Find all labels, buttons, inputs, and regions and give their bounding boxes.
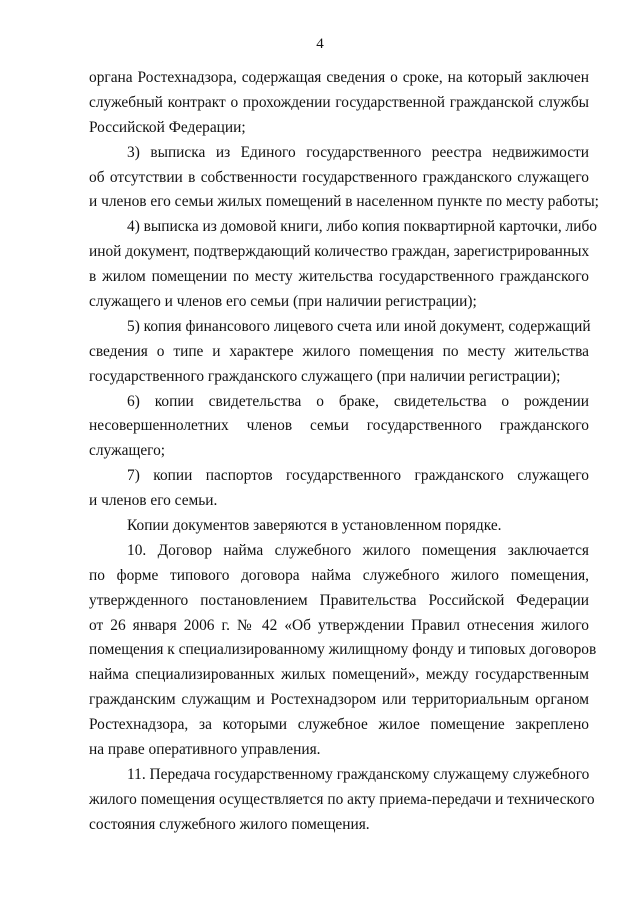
document-body bbox=[89, 66, 599, 838]
text-line: помещения к специализированному жилищному фонду и типовых договоров bbox=[89, 641, 597, 659]
clause-10 bbox=[89, 539, 597, 763]
list-item-7 bbox=[89, 464, 589, 514]
text-line: 4) выписка из домовой книги, либо копия поквартирной карточки, либо bbox=[127, 218, 597, 236]
text-line: 6) копии свидетельства о браке, свидетельства о рождении bbox=[127, 392, 589, 410]
copies-note bbox=[89, 514, 589, 539]
text-line: Ростехнадзора, за которыми служебное жилое помещение закреплено bbox=[89, 716, 589, 734]
text-line: по форме типового договора найма служебного жилого помещения, bbox=[89, 566, 589, 584]
paragraph-continuation bbox=[89, 66, 589, 141]
text-line: служебный контракт о прохождении государственной гражданской службы bbox=[89, 93, 589, 111]
text-line: жилого помещения осуществляется по акту приема-передачи и технического bbox=[89, 790, 595, 808]
list-item-4 bbox=[89, 215, 597, 315]
text-line: гражданским служащим и Ростехнадзором или территориальным органом bbox=[89, 691, 589, 709]
text-line: на праве оперативного управления. bbox=[89, 741, 321, 759]
text-line: органа Ростехнадзора, содержащая сведения о сроке, на который заключен bbox=[89, 69, 589, 86]
text-line: государственного гражданского служащего (при наличии регистрации); bbox=[89, 367, 561, 385]
text-line: и членов его семьи жилых помещений в населенном пункте по месту работы; bbox=[89, 193, 599, 211]
text-line: в жилом помещении по месту жительства государственного гражданского bbox=[89, 268, 589, 286]
text-line: несовершеннолетних членов семьи государственного гражданского bbox=[89, 417, 589, 435]
list-item-5 bbox=[89, 315, 589, 390]
text-line: 7) копии паспортов государственного гражданского служащего bbox=[127, 467, 589, 485]
text-line: найма специализированных жилых помещений», между государственным bbox=[89, 666, 589, 684]
text-line: состояния служебного жилого помещения. bbox=[89, 815, 370, 833]
text-line: 10. Договор найма служебного жилого помещения заключается bbox=[127, 541, 589, 559]
page-number: 4 bbox=[316, 36, 324, 52]
list-item-6 bbox=[89, 390, 589, 465]
text-line: утвержденного постановлением Правительства Российской Федерации bbox=[89, 591, 589, 609]
clause-11 bbox=[89, 763, 595, 838]
text-line: сведения о типе и характере жилого помещения по месту жительства bbox=[89, 342, 589, 360]
text-line: 11. Передача государственному гражданскому служащему служебного bbox=[127, 765, 590, 783]
text-line: служащего и членов его семьи (при наличии регистрации); bbox=[89, 293, 477, 311]
list-item-3 bbox=[89, 141, 599, 216]
text-line: 5) копия финансового лицевого счета или иной документ, содержащий bbox=[127, 317, 591, 335]
text-line: служащего; bbox=[89, 442, 166, 460]
text-line: от 26 января 2006 г. № 42 «Об утверждении Правил отнесения жилого bbox=[89, 616, 589, 634]
text-line: Российской Федерации; bbox=[89, 118, 246, 136]
text-line: и членов его семьи. bbox=[89, 492, 218, 510]
text-line: об отсутствии в собственности государственного гражданского служащего bbox=[89, 168, 589, 186]
text-line: 3) выписка из Единого государственного реестра недвижимости bbox=[127, 143, 589, 161]
text-line: иной документ, подтверждающий количество граждан, зарегистрированных bbox=[89, 243, 590, 261]
text-line: Копии документов заверяются в установленном порядке. bbox=[127, 517, 502, 535]
